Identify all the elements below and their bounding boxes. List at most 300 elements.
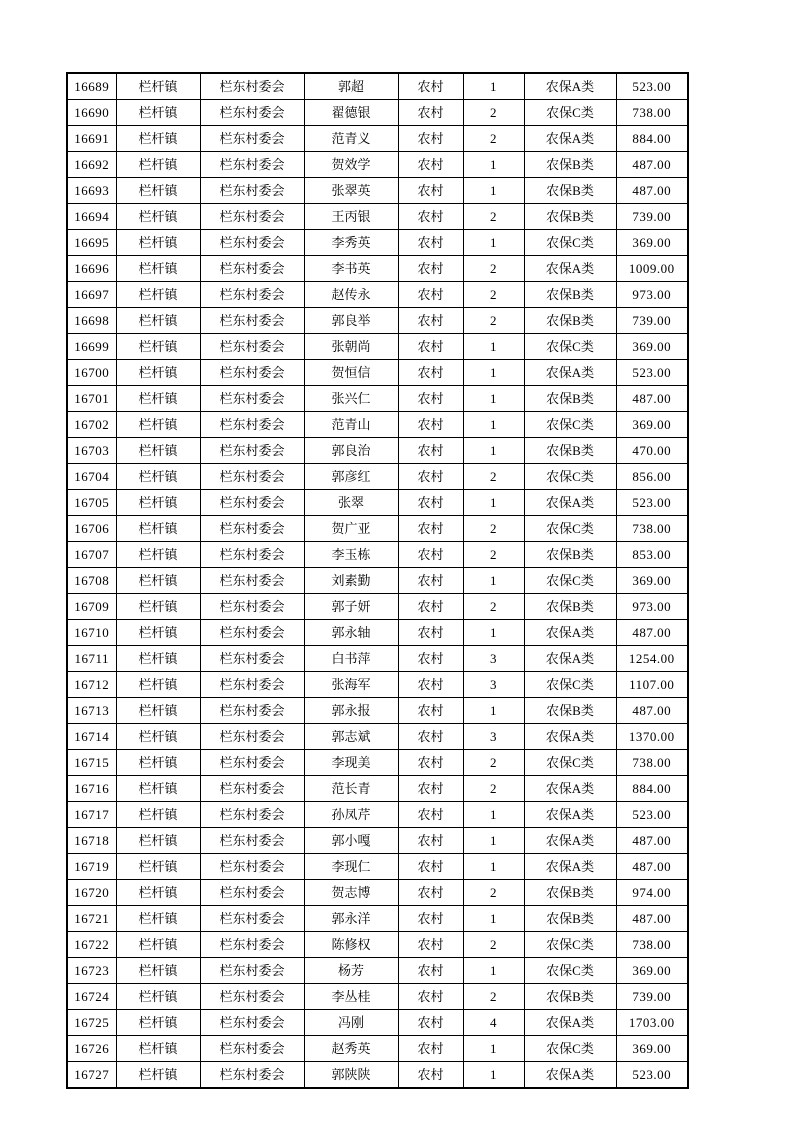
cell-amount: 487.00	[616, 620, 688, 646]
cell-town: 栏杆镇	[116, 178, 200, 204]
cell-village-committee: 栏东村委会	[200, 906, 304, 932]
cell-village-committee: 栏东村委会	[200, 1062, 304, 1089]
cell-residence-type: 农村	[398, 126, 463, 152]
cell-town: 栏杆镇	[116, 828, 200, 854]
cell-person-count: 1	[463, 958, 524, 984]
cell-residence-type: 农村	[398, 724, 463, 750]
cell-amount: 739.00	[616, 984, 688, 1010]
cell-serial-number: 16697	[67, 282, 116, 308]
cell-person-count: 1	[463, 73, 524, 100]
cell-person-name: 杨芳	[304, 958, 398, 984]
cell-serial-number: 16720	[67, 880, 116, 906]
table-row	[67, 620, 688, 646]
cell-amount: 369.00	[616, 230, 688, 256]
cell-village-committee: 栏东村委会	[200, 620, 304, 646]
table-row	[67, 73, 688, 100]
cell-serial-number: 16698	[67, 308, 116, 334]
cell-village-committee: 栏东村委会	[200, 646, 304, 672]
cell-amount: 369.00	[616, 334, 688, 360]
cell-amount: 523.00	[616, 1062, 688, 1089]
cell-residence-type: 农村	[398, 542, 463, 568]
cell-residence-type: 农村	[398, 828, 463, 854]
cell-person-name: 李秀英	[304, 230, 398, 256]
cell-person-name: 张海军	[304, 672, 398, 698]
cell-serial-number: 16723	[67, 958, 116, 984]
cell-town: 栏杆镇	[116, 750, 200, 776]
cell-village-committee: 栏东村委会	[200, 464, 304, 490]
cell-person-name: 赵传永	[304, 282, 398, 308]
cell-serial-number: 16694	[67, 204, 116, 230]
cell-amount: 369.00	[616, 1036, 688, 1062]
cell-person-count: 1	[463, 854, 524, 880]
cell-serial-number: 16701	[67, 386, 116, 412]
cell-insurance-category: 农保A类	[524, 126, 616, 152]
cell-village-committee: 栏东村委会	[200, 594, 304, 620]
cell-village-committee: 栏东村委会	[200, 1036, 304, 1062]
cell-residence-type: 农村	[398, 412, 463, 438]
table-row	[67, 672, 688, 698]
cell-residence-type: 农村	[398, 152, 463, 178]
cell-person-name: 郭良举	[304, 308, 398, 334]
cell-insurance-category: 农保A类	[524, 360, 616, 386]
cell-village-committee: 栏东村委会	[200, 152, 304, 178]
cell-serial-number: 16711	[67, 646, 116, 672]
table-row	[67, 516, 688, 542]
cell-person-name: 李玉栋	[304, 542, 398, 568]
cell-person-count: 1	[463, 152, 524, 178]
table-row	[67, 126, 688, 152]
cell-village-committee: 栏东村委会	[200, 750, 304, 776]
table-row	[67, 438, 688, 464]
cell-insurance-category: 农保A类	[524, 828, 616, 854]
cell-town: 栏杆镇	[116, 672, 200, 698]
cell-village-committee: 栏东村委会	[200, 73, 304, 100]
cell-amount: 738.00	[616, 516, 688, 542]
cell-insurance-category: 农保A类	[524, 73, 616, 100]
cell-amount: 1107.00	[616, 672, 688, 698]
cell-insurance-category: 农保B类	[524, 308, 616, 334]
cell-person-name: 贺恒信	[304, 360, 398, 386]
cell-insurance-category: 农保A类	[524, 854, 616, 880]
cell-serial-number: 16704	[67, 464, 116, 490]
cell-residence-type: 农村	[398, 464, 463, 490]
cell-serial-number: 16719	[67, 854, 116, 880]
cell-amount: 738.00	[616, 100, 688, 126]
cell-serial-number: 16714	[67, 724, 116, 750]
cell-amount: 856.00	[616, 464, 688, 490]
cell-amount: 1009.00	[616, 256, 688, 282]
cell-residence-type: 农村	[398, 958, 463, 984]
cell-person-name: 贺效学	[304, 152, 398, 178]
cell-insurance-category: 农保A类	[524, 620, 616, 646]
cell-town: 栏杆镇	[116, 360, 200, 386]
cell-village-committee: 栏东村委会	[200, 542, 304, 568]
cell-amount: 1370.00	[616, 724, 688, 750]
cell-insurance-category: 农保C类	[524, 464, 616, 490]
cell-insurance-category: 农保C类	[524, 568, 616, 594]
cell-serial-number: 16721	[67, 906, 116, 932]
cell-serial-number: 16715	[67, 750, 116, 776]
cell-town: 栏杆镇	[116, 932, 200, 958]
cell-person-name: 郭永洋	[304, 906, 398, 932]
cell-town: 栏杆镇	[116, 152, 200, 178]
cell-village-committee: 栏东村委会	[200, 958, 304, 984]
cell-person-count: 3	[463, 724, 524, 750]
cell-serial-number: 16700	[67, 360, 116, 386]
cell-person-name: 贺广亚	[304, 516, 398, 542]
cell-amount: 487.00	[616, 828, 688, 854]
table-row	[67, 906, 688, 932]
cell-person-count: 4	[463, 1010, 524, 1036]
cell-person-name: 郭超	[304, 73, 398, 100]
cell-person-count: 1	[463, 802, 524, 828]
cell-serial-number: 16710	[67, 620, 116, 646]
cell-town: 栏杆镇	[116, 776, 200, 802]
cell-insurance-category: 农保B类	[524, 282, 616, 308]
cell-residence-type: 农村	[398, 672, 463, 698]
cell-serial-number: 16692	[67, 152, 116, 178]
cell-town: 栏杆镇	[116, 282, 200, 308]
cell-serial-number: 16705	[67, 490, 116, 516]
table-row	[67, 880, 688, 906]
cell-town: 栏杆镇	[116, 880, 200, 906]
cell-insurance-category: 农保B类	[524, 152, 616, 178]
cell-amount: 470.00	[616, 438, 688, 464]
cell-town: 栏杆镇	[116, 984, 200, 1010]
cell-person-count: 1	[463, 334, 524, 360]
cell-town: 栏杆镇	[116, 1062, 200, 1089]
cell-amount: 523.00	[616, 360, 688, 386]
cell-person-name: 白书萍	[304, 646, 398, 672]
cell-amount: 487.00	[616, 386, 688, 412]
cell-residence-type: 农村	[398, 100, 463, 126]
cell-person-name: 冯刚	[304, 1010, 398, 1036]
cell-insurance-category: 农保A类	[524, 1010, 616, 1036]
cell-amount: 487.00	[616, 698, 688, 724]
cell-insurance-category: 农保C类	[524, 412, 616, 438]
table-row	[67, 1062, 688, 1089]
table-row	[67, 204, 688, 230]
cell-insurance-category: 农保B类	[524, 386, 616, 412]
cell-town: 栏杆镇	[116, 256, 200, 282]
table-row	[67, 932, 688, 958]
cell-town: 栏杆镇	[116, 490, 200, 516]
cell-person-name: 郭永报	[304, 698, 398, 724]
cell-insurance-category: 农保B类	[524, 438, 616, 464]
cell-insurance-category: 农保A类	[524, 490, 616, 516]
cell-village-committee: 栏东村委会	[200, 282, 304, 308]
table-row	[67, 386, 688, 412]
cell-person-name: 李书英	[304, 256, 398, 282]
cell-person-name: 张翠英	[304, 178, 398, 204]
cell-serial-number: 16689	[67, 73, 116, 100]
cell-serial-number: 16718	[67, 828, 116, 854]
cell-person-name: 刘素勤	[304, 568, 398, 594]
cell-person-count: 1	[463, 230, 524, 256]
table-row	[67, 698, 688, 724]
cell-village-committee: 栏东村委会	[200, 126, 304, 152]
cell-residence-type: 农村	[398, 438, 463, 464]
cell-residence-type: 农村	[398, 308, 463, 334]
cell-person-name: 孙凤芹	[304, 802, 398, 828]
cell-serial-number: 16707	[67, 542, 116, 568]
cell-serial-number: 16722	[67, 932, 116, 958]
cell-town: 栏杆镇	[116, 698, 200, 724]
table-row	[67, 230, 688, 256]
cell-serial-number: 16716	[67, 776, 116, 802]
cell-person-count: 2	[463, 776, 524, 802]
cell-amount: 853.00	[616, 542, 688, 568]
cell-person-name: 李现仁	[304, 854, 398, 880]
cell-person-count: 1	[463, 1062, 524, 1089]
cell-town: 栏杆镇	[116, 854, 200, 880]
cell-serial-number: 16702	[67, 412, 116, 438]
cell-person-name: 郭志斌	[304, 724, 398, 750]
cell-amount: 884.00	[616, 776, 688, 802]
cell-person-count: 1	[463, 620, 524, 646]
cell-insurance-category: 农保C类	[524, 100, 616, 126]
cell-insurance-category: 农保B类	[524, 178, 616, 204]
cell-amount: 523.00	[616, 490, 688, 516]
cell-village-committee: 栏东村委会	[200, 386, 304, 412]
cell-amount: 523.00	[616, 802, 688, 828]
cell-town: 栏杆镇	[116, 906, 200, 932]
cell-person-count: 2	[463, 282, 524, 308]
cell-village-committee: 栏东村委会	[200, 178, 304, 204]
cell-residence-type: 农村	[398, 516, 463, 542]
cell-insurance-category: 农保B类	[524, 542, 616, 568]
cell-village-committee: 栏东村委会	[200, 880, 304, 906]
cell-amount: 487.00	[616, 178, 688, 204]
cell-town: 栏杆镇	[116, 386, 200, 412]
cell-person-count: 3	[463, 672, 524, 698]
cell-person-count: 2	[463, 542, 524, 568]
cell-amount: 739.00	[616, 308, 688, 334]
cell-residence-type: 农村	[398, 854, 463, 880]
cell-town: 栏杆镇	[116, 308, 200, 334]
table-row	[67, 464, 688, 490]
table-row	[67, 984, 688, 1010]
table-row	[67, 490, 688, 516]
cell-serial-number: 16713	[67, 698, 116, 724]
cell-amount: 487.00	[616, 854, 688, 880]
cell-person-count: 2	[463, 594, 524, 620]
cell-village-committee: 栏东村委会	[200, 334, 304, 360]
cell-insurance-category: 农保C类	[524, 958, 616, 984]
cell-residence-type: 农村	[398, 594, 463, 620]
cell-town: 栏杆镇	[116, 802, 200, 828]
cell-person-name: 王丙银	[304, 204, 398, 230]
cell-residence-type: 农村	[398, 204, 463, 230]
table-row	[67, 282, 688, 308]
cell-person-count: 1	[463, 906, 524, 932]
table-row	[67, 568, 688, 594]
cell-insurance-category: 农保C类	[524, 750, 616, 776]
cell-person-count: 2	[463, 750, 524, 776]
table-row	[67, 334, 688, 360]
table-row	[67, 308, 688, 334]
cell-insurance-category: 农保C类	[524, 1036, 616, 1062]
cell-residence-type: 农村	[398, 386, 463, 412]
cell-residence-type: 农村	[398, 282, 463, 308]
cell-serial-number: 16690	[67, 100, 116, 126]
cell-person-count: 2	[463, 464, 524, 490]
cell-village-committee: 栏东村委会	[200, 360, 304, 386]
cell-serial-number: 16727	[67, 1062, 116, 1089]
cell-insurance-category: 农保C类	[524, 932, 616, 958]
cell-residence-type: 农村	[398, 698, 463, 724]
cell-person-count: 1	[463, 1036, 524, 1062]
cell-person-count: 2	[463, 984, 524, 1010]
cell-town: 栏杆镇	[116, 516, 200, 542]
cell-serial-number: 16726	[67, 1036, 116, 1062]
cell-person-count: 2	[463, 880, 524, 906]
cell-person-name: 翟德银	[304, 100, 398, 126]
cell-person-count: 1	[463, 828, 524, 854]
table-row	[67, 594, 688, 620]
cell-insurance-category: 农保C类	[524, 230, 616, 256]
cell-residence-type: 农村	[398, 750, 463, 776]
cell-town: 栏杆镇	[116, 204, 200, 230]
table-row	[67, 178, 688, 204]
cell-town: 栏杆镇	[116, 73, 200, 100]
cell-insurance-category: 农保A类	[524, 256, 616, 282]
cell-amount: 1703.00	[616, 1010, 688, 1036]
cell-amount: 369.00	[616, 568, 688, 594]
cell-insurance-category: 农保C类	[524, 672, 616, 698]
cell-serial-number: 16695	[67, 230, 116, 256]
cell-residence-type: 农村	[398, 1010, 463, 1036]
cell-town: 栏杆镇	[116, 464, 200, 490]
cell-insurance-category: 农保B类	[524, 204, 616, 230]
table-row	[67, 854, 688, 880]
pension-roster-table	[66, 72, 689, 1089]
cell-village-committee: 栏东村委会	[200, 984, 304, 1010]
table-row	[67, 412, 688, 438]
cell-residence-type: 农村	[398, 73, 463, 100]
cell-person-name: 张朝尚	[304, 334, 398, 360]
cell-person-count: 2	[463, 100, 524, 126]
cell-person-count: 1	[463, 178, 524, 204]
cell-person-count: 2	[463, 932, 524, 958]
cell-village-committee: 栏东村委会	[200, 490, 304, 516]
cell-insurance-category: 农保A类	[524, 724, 616, 750]
cell-town: 栏杆镇	[116, 438, 200, 464]
cell-insurance-category: 农保C类	[524, 334, 616, 360]
cell-amount: 487.00	[616, 906, 688, 932]
cell-village-committee: 栏东村委会	[200, 412, 304, 438]
cell-person-name: 张兴仁	[304, 386, 398, 412]
cell-amount: 369.00	[616, 958, 688, 984]
cell-person-count: 1	[463, 698, 524, 724]
cell-person-count: 2	[463, 516, 524, 542]
cell-village-committee: 栏东村委会	[200, 308, 304, 334]
cell-town: 栏杆镇	[116, 126, 200, 152]
cell-town: 栏杆镇	[116, 568, 200, 594]
cell-village-committee: 栏东村委会	[200, 1010, 304, 1036]
cell-amount: 487.00	[616, 152, 688, 178]
cell-village-committee: 栏东村委会	[200, 802, 304, 828]
cell-residence-type: 农村	[398, 1062, 463, 1089]
table-row	[67, 958, 688, 984]
cell-insurance-category: 农保C类	[524, 516, 616, 542]
cell-person-count: 1	[463, 490, 524, 516]
cell-residence-type: 农村	[398, 256, 463, 282]
cell-amount: 973.00	[616, 282, 688, 308]
cell-person-count: 3	[463, 646, 524, 672]
cell-residence-type: 农村	[398, 802, 463, 828]
cell-serial-number: 16699	[67, 334, 116, 360]
cell-town: 栏杆镇	[116, 1036, 200, 1062]
cell-serial-number: 16696	[67, 256, 116, 282]
cell-village-committee: 栏东村委会	[200, 568, 304, 594]
cell-town: 栏杆镇	[116, 412, 200, 438]
cell-town: 栏杆镇	[116, 958, 200, 984]
cell-town: 栏杆镇	[116, 594, 200, 620]
cell-serial-number: 16693	[67, 178, 116, 204]
cell-person-name: 郭良治	[304, 438, 398, 464]
cell-person-name: 张翠	[304, 490, 398, 516]
cell-village-committee: 栏东村委会	[200, 516, 304, 542]
cell-serial-number: 16712	[67, 672, 116, 698]
cell-village-committee: 栏东村委会	[200, 828, 304, 854]
cell-person-name: 郭子妍	[304, 594, 398, 620]
cell-serial-number: 16725	[67, 1010, 116, 1036]
cell-person-name: 陈修权	[304, 932, 398, 958]
cell-person-count: 2	[463, 126, 524, 152]
cell-residence-type: 农村	[398, 568, 463, 594]
table-row	[67, 256, 688, 282]
cell-town: 栏杆镇	[116, 620, 200, 646]
cell-town: 栏杆镇	[116, 334, 200, 360]
cell-insurance-category: 农保B类	[524, 698, 616, 724]
cell-serial-number: 16706	[67, 516, 116, 542]
cell-serial-number: 16703	[67, 438, 116, 464]
cell-village-committee: 栏东村委会	[200, 672, 304, 698]
cell-residence-type: 农村	[398, 334, 463, 360]
cell-amount: 369.00	[616, 412, 688, 438]
table-row	[67, 152, 688, 178]
cell-person-name: 范长青	[304, 776, 398, 802]
table-row	[67, 646, 688, 672]
table-row	[67, 1036, 688, 1062]
cell-person-name: 赵秀英	[304, 1036, 398, 1062]
cell-insurance-category: 农保A类	[524, 1062, 616, 1089]
cell-village-committee: 栏东村委会	[200, 854, 304, 880]
cell-person-name: 李丛桂	[304, 984, 398, 1010]
cell-residence-type: 农村	[398, 360, 463, 386]
cell-residence-type: 农村	[398, 178, 463, 204]
table-row	[67, 828, 688, 854]
cell-serial-number: 16717	[67, 802, 116, 828]
cell-residence-type: 农村	[398, 646, 463, 672]
cell-serial-number: 16691	[67, 126, 116, 152]
cell-insurance-category: 农保B类	[524, 984, 616, 1010]
cell-amount: 884.00	[616, 126, 688, 152]
cell-town: 栏杆镇	[116, 724, 200, 750]
cell-person-count: 2	[463, 256, 524, 282]
cell-amount: 973.00	[616, 594, 688, 620]
cell-person-name: 郭陕陕	[304, 1062, 398, 1089]
cell-serial-number: 16724	[67, 984, 116, 1010]
cell-insurance-category: 农保A类	[524, 646, 616, 672]
cell-village-committee: 栏东村委会	[200, 204, 304, 230]
cell-residence-type: 农村	[398, 932, 463, 958]
table-row	[67, 750, 688, 776]
cell-village-committee: 栏东村委会	[200, 932, 304, 958]
cell-person-name: 郭永轴	[304, 620, 398, 646]
table-row	[67, 100, 688, 126]
